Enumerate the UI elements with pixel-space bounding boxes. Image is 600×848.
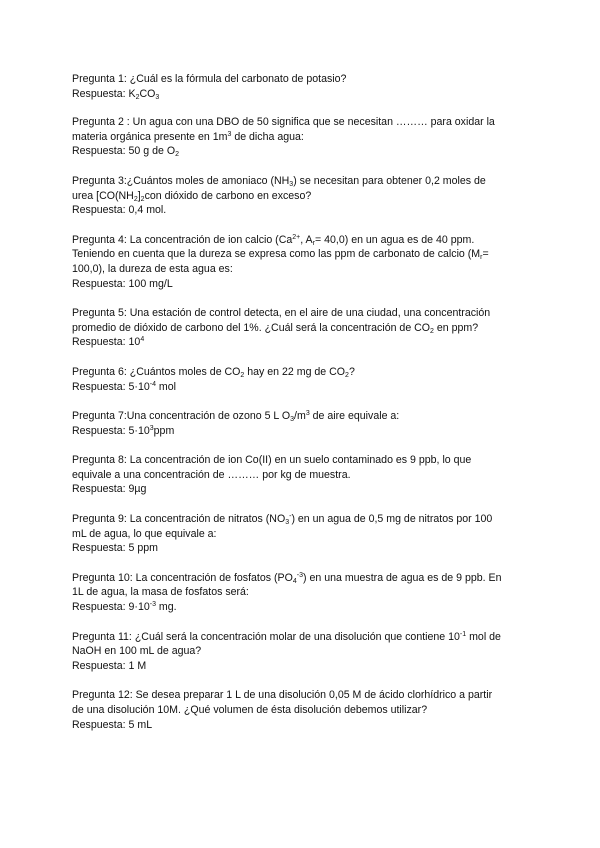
- question-text: mL de agua, lo que equivale a:: [72, 527, 217, 540]
- question-text: de una disolución 10M. ¿Qué volumen de ésta disolución debemos utilizar?: [72, 704, 428, 716]
- question-9: [72, 512, 540, 556]
- question-text: Pregunta 2 : Un agua con una DBO de 50 significa que se necesitan ……… para oxidar la: [72, 116, 495, 129]
- question-3: [72, 174, 540, 218]
- question-text: Pregunta 4: La concentración de ion calcio ($Ca^{2+}$, $A_r= 40,0$) en un agua es de 40 ppm.: [72, 233, 475, 247]
- answer-text: Respuesta: $10^4$: [72, 336, 145, 349]
- answer-text: Respuesta: $9\cdot 10^{-3}$ mg.: [72, 601, 177, 614]
- question-text: Pregunta 3:¿Cuántos moles de amoniaco $(NH_3)$ se necesitan para obtener 0,2 moles de: [72, 174, 486, 188]
- answer-text: Respuesta: 9µg: [72, 483, 147, 496]
- question-1: [72, 72, 540, 101]
- question-text: materia orgánica presente en $1m^3$ de dicha agua:: [72, 130, 304, 143]
- question-11: [72, 630, 540, 674]
- answer-text: Respuesta: 1 M: [72, 659, 147, 672]
- question-text: urea [$CO(NH_2]_2con$ dióxido de carbono en exceso?: [72, 189, 312, 203]
- question-text: Pregunta 1: ¿Cuál es la fórmula del carbonato de potasio?: [72, 73, 347, 85]
- answer-text: Respuesta: $5\cdot 10^{-4}$ mol: [72, 380, 176, 393]
- question-12: [72, 688, 540, 732]
- question-text: Pregunta 5: Una estación de control detecta, en el aire de una ciudad, una concentración: [72, 307, 491, 320]
- answer-text: Respuesta: 100 mg/L: [72, 277, 173, 290]
- question-text: Pregunta 8: La concentración de ion Co(II) en un suelo contaminado es 9 ppb, lo que: [72, 454, 472, 467]
- question-text: Pregunta 6: ¿Cuántos moles de $CO_2$ hay en 22 mg de $CO_2$?: [72, 365, 355, 379]
- question-text: Pregunta 10: La concentración de fosfatos $(PO_4^{-3})$ en una muestra de agua es de 9 ppb. En: [72, 571, 502, 585]
- question-5: [72, 306, 540, 350]
- answer-text: Respuesta: 0,4 mol.: [72, 204, 167, 217]
- question-text: Pregunta 11: ¿Cuál será la concentración molar de una disolución que contiene $10^{-1}$ mol de: [72, 630, 501, 643]
- question-text: Teniendo en cuenta que la dureza se expresa como las ppm de carbonato de calcio ($M_r=$: [72, 248, 489, 262]
- question-text: NaOH en 100 mL de agua?: [72, 645, 202, 658]
- question-4: [72, 233, 540, 291]
- answer-text: Respuesta: 5 ppm: [72, 542, 158, 555]
- question-text: 100,0), la dureza de esta agua es:: [72, 262, 233, 275]
- question-text: Pregunta 9: La concentración de nitratos $(NO_3^-)$ en un agua de 0,5 mg de nitratos por 100: [72, 513, 493, 527]
- question-text: promedio de dióxido de carbono del 1%. ¿Cuál será la concentración de $CO_2$ en ppm?: [72, 321, 479, 335]
- question-text: equivale a una concentración de ……… por kg de muestra.: [72, 468, 351, 481]
- answer-text: Respuesta: 5 mL: [72, 718, 153, 731]
- question-10: [72, 571, 540, 615]
- question-6: [72, 365, 540, 394]
- question-text: Pregunta 12: Se desea preparar 1 L de una disolución 0,05 M de ácido clorhídrico a partir: [72, 689, 493, 702]
- answer-text: Respuesta: $K_2CO_3$: [72, 87, 160, 101]
- question-7: [72, 409, 540, 438]
- answer-text: Respuesta: $5\cdot 10^3ppm$: [72, 424, 175, 437]
- answer-text: Respuesta: 50 g de $O_2$: [72, 145, 179, 159]
- question-2: [72, 115, 540, 159]
- question-text: Pregunta 7:Una concentración de ozono 5 L $O_3/m^3$ de aire equivale a:: [72, 410, 400, 424]
- question-8: [72, 453, 540, 497]
- question-text: 1L de agua, la masa de fosfatos será:: [72, 586, 249, 599]
